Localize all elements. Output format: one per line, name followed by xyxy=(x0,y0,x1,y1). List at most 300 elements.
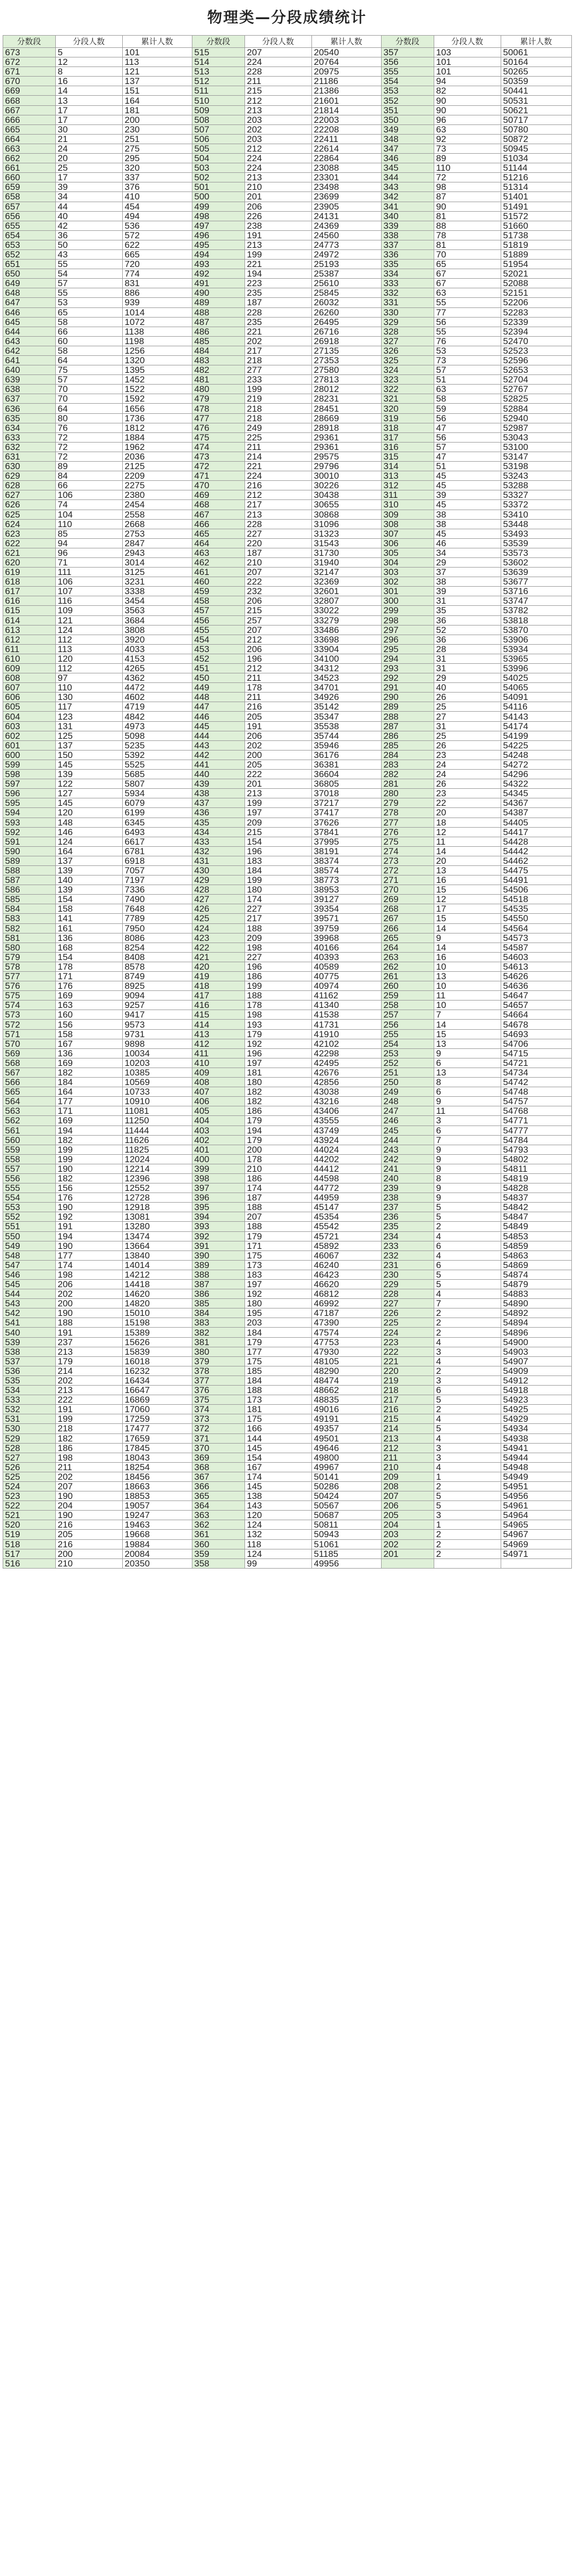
cumulative-count-cell: 53747 xyxy=(501,596,571,606)
cumulative-count-cell: 52206 xyxy=(501,298,571,307)
segment-count-cell: 98 xyxy=(434,182,501,192)
cumulative-count-cell: 54969 xyxy=(501,1539,571,1549)
cumulative-count-cell: 30655 xyxy=(311,500,381,510)
segment-count-cell: 4 xyxy=(434,1433,501,1443)
cumulative-count-cell: 54587 xyxy=(501,943,571,952)
segment-count-cell: 81 xyxy=(434,211,501,221)
segment-count-cell: 54 xyxy=(55,269,122,279)
score-range-cell: 258 xyxy=(381,1001,434,1010)
cumulative-count-cell: 52940 xyxy=(501,413,571,423)
segment-count-cell: 198 xyxy=(244,1010,311,1020)
segment-count-cell: 199 xyxy=(55,1154,122,1164)
table-row xyxy=(3,529,571,538)
segment-count-cell: 213 xyxy=(244,789,311,798)
cumulative-count-cell: 38773 xyxy=(311,876,381,885)
cumulative-count-cell: 26918 xyxy=(311,336,381,346)
segment-count-cell: 218 xyxy=(244,413,311,423)
segment-count-cell: 191 xyxy=(55,1328,122,1337)
score-range-cell: 639 xyxy=(3,375,55,385)
segment-count-cell: 213 xyxy=(55,1386,122,1395)
segment-count-cell: 228 xyxy=(244,67,311,77)
segment-count-cell: 13 xyxy=(434,1068,501,1077)
cumulative-count-cell: 7057 xyxy=(122,865,192,875)
cumulative-count-cell: 1138 xyxy=(122,327,192,336)
cumulative-count-cell: 831 xyxy=(122,279,192,288)
score-range-cell: 403 xyxy=(192,1126,244,1135)
cumulative-count-cell: 50811 xyxy=(311,1520,381,1530)
cumulative-count-cell: 25610 xyxy=(311,279,381,288)
score-range-cell: 372 xyxy=(192,1424,244,1433)
segment-count-cell: 8 xyxy=(55,67,122,77)
segment-count-cell: 212 xyxy=(244,144,311,153)
segment-count-cell: 221 xyxy=(244,260,311,269)
cumulative-count-cell: 39354 xyxy=(311,904,381,914)
cumulative-count-cell: 43555 xyxy=(311,1116,381,1126)
score-range-cell: 345 xyxy=(381,163,434,173)
score-range-cell: 413 xyxy=(192,1029,244,1039)
cumulative-count-cell: 22614 xyxy=(311,144,381,153)
cumulative-count-cell: 47187 xyxy=(311,1308,381,1318)
cumulative-count-cell: 1198 xyxy=(122,336,192,346)
cumulative-count-cell: 52470 xyxy=(501,336,571,346)
segment-count-cell: 217 xyxy=(244,500,311,510)
score-range-cell: 353 xyxy=(381,86,434,96)
score-range-cell: 631 xyxy=(3,452,55,461)
score-range-cell: 419 xyxy=(192,972,244,981)
score-range-cell: 268 xyxy=(381,904,434,914)
segment-count-cell: 40 xyxy=(55,211,122,221)
header-cumulative-count-2: 累计人数 xyxy=(311,36,381,48)
segment-count-cell: 191 xyxy=(55,1405,122,1414)
cumulative-count-cell: 376 xyxy=(122,182,192,192)
score-range-cell: 273 xyxy=(381,856,434,865)
page-title: 物理类—分段成绩统计 xyxy=(207,9,367,26)
score-range-cell: 645 xyxy=(3,317,55,327)
table-row xyxy=(3,885,571,895)
table-row xyxy=(3,1145,571,1154)
segment-count-cell: 212 xyxy=(244,664,311,673)
segment-count-cell: 154 xyxy=(55,895,122,904)
cumulative-count-cell: 16232 xyxy=(122,1366,192,1375)
segment-count-cell: 110 xyxy=(434,163,501,173)
cumulative-count-cell: 40589 xyxy=(311,962,381,971)
score-range-cell: 396 xyxy=(192,1193,244,1203)
cumulative-count-cell: 9573 xyxy=(122,1020,192,1029)
segment-count-cell: 182 xyxy=(55,1433,122,1443)
table-row xyxy=(3,327,571,336)
segment-count-cell: 224 xyxy=(244,163,311,173)
segment-count-cell: 200 xyxy=(55,1549,122,1558)
segment-count-cell: 56 xyxy=(434,413,501,423)
score-range-cell: 340 xyxy=(381,211,434,221)
score-range-cell: 364 xyxy=(192,1501,244,1511)
table-row xyxy=(3,1164,571,1173)
segment-count-cell: 56 xyxy=(434,317,501,327)
cumulative-count-cell: 7648 xyxy=(122,904,192,914)
score-range-cell: 285 xyxy=(381,740,434,750)
table-row xyxy=(3,144,571,153)
score-range-cell: 422 xyxy=(192,943,244,952)
segment-count-cell: 200 xyxy=(55,1299,122,1308)
cumulative-count-cell: 3231 xyxy=(122,577,192,587)
segment-count-cell: 176 xyxy=(55,981,122,991)
cumulative-count-cell: 52704 xyxy=(501,375,571,385)
segment-count-cell: 179 xyxy=(244,1135,311,1145)
cumulative-count-cell: 15839 xyxy=(122,1347,192,1356)
cumulative-count-cell: 54890 xyxy=(501,1299,571,1308)
cumulative-count-cell: 50424 xyxy=(311,1491,381,1501)
score-range-cell: 566 xyxy=(3,1078,55,1087)
segment-count-cell: 197 xyxy=(244,1058,311,1068)
cumulative-count-cell: 54965 xyxy=(501,1520,571,1530)
score-range-cell: 343 xyxy=(381,182,434,192)
segment-count-cell: 221 xyxy=(244,327,311,336)
score-range-cell: 437 xyxy=(192,798,244,808)
cumulative-count-cell: 2380 xyxy=(122,490,192,500)
cumulative-count-cell: 52987 xyxy=(501,423,571,432)
cumulative-count-cell: 53906 xyxy=(501,635,571,644)
score-range-cell: 386 xyxy=(192,1289,244,1299)
score-range-cell: 469 xyxy=(192,490,244,500)
cumulative-count-cell: 5098 xyxy=(122,731,192,740)
segment-count-cell: 112 xyxy=(55,664,122,673)
segment-count-cell: 211 xyxy=(244,693,311,702)
score-range-cell: 328 xyxy=(381,327,434,336)
segment-count-cell: 192 xyxy=(55,1212,122,1222)
table-row xyxy=(3,307,571,317)
score-range-cell: 290 xyxy=(381,693,434,702)
cumulative-count-cell: 11444 xyxy=(122,1126,192,1135)
table-row xyxy=(3,1289,571,1299)
segment-count-cell: 213 xyxy=(244,510,311,519)
cumulative-count-cell: 53677 xyxy=(501,577,571,587)
score-range-cell: 491 xyxy=(192,279,244,288)
score-range-cell: 638 xyxy=(3,385,55,394)
score-range-cell: 342 xyxy=(381,192,434,202)
cumulative-count-cell: 53539 xyxy=(501,538,571,548)
score-range-cell: 379 xyxy=(192,1356,244,1366)
cumulative-count-cell: 4033 xyxy=(122,644,192,654)
segment-count-cell: 206 xyxy=(244,731,311,740)
cumulative-count-cell: 24369 xyxy=(311,221,381,230)
segment-count-cell: 73 xyxy=(434,356,501,365)
segment-count-cell: 4 xyxy=(434,1251,501,1260)
table-row xyxy=(3,596,571,606)
segment-count-cell: 164 xyxy=(55,846,122,856)
segment-count-cell: 186 xyxy=(244,1173,311,1183)
cumulative-count-cell: 21386 xyxy=(311,86,381,96)
score-range-cell: 473 xyxy=(192,452,244,461)
cumulative-count-cell: 41162 xyxy=(311,991,381,1001)
table-row xyxy=(3,1395,571,1405)
score-range-cell: 626 xyxy=(3,500,55,510)
segment-count-cell: 130 xyxy=(55,693,122,702)
table-row xyxy=(3,1433,571,1443)
segment-count-cell: 138 xyxy=(244,1491,311,1501)
score-range-cell: 460 xyxy=(192,577,244,587)
segment-count-cell: 237 xyxy=(55,1337,122,1347)
table-row xyxy=(3,577,571,587)
cumulative-count-cell: 1014 xyxy=(122,307,192,317)
score-range-cell: 464 xyxy=(192,538,244,548)
score-range-cell: 427 xyxy=(192,895,244,904)
score-range-cell: 589 xyxy=(3,856,55,865)
table-row xyxy=(3,211,571,221)
table-row xyxy=(3,856,571,865)
segment-count-cell: 146 xyxy=(55,827,122,837)
cumulative-count-cell: 51401 xyxy=(501,192,571,202)
cumulative-count-cell: 181 xyxy=(122,105,192,115)
cumulative-count-cell: 32147 xyxy=(311,568,381,577)
score-range-cell: 235 xyxy=(381,1222,434,1231)
score-range-cell: 265 xyxy=(381,933,434,943)
score-range-cell: 441 xyxy=(192,760,244,769)
cumulative-count-cell: 16869 xyxy=(122,1395,192,1405)
cumulative-count-cell: 2753 xyxy=(122,529,192,538)
score-range-cell: 216 xyxy=(381,1405,434,1414)
cumulative-count-cell: 54715 xyxy=(501,1048,571,1058)
cumulative-count-cell: 46067 xyxy=(311,1251,381,1260)
cumulative-count-cell: 29575 xyxy=(311,452,381,461)
cumulative-count-cell: 52653 xyxy=(501,365,571,375)
segment-count-cell: 169 xyxy=(55,1116,122,1126)
score-range-cell: 414 xyxy=(192,1020,244,1029)
segment-count-cell: 6 xyxy=(434,1058,501,1068)
segment-count-cell: 201 xyxy=(244,192,311,202)
segment-count-cell: 198 xyxy=(244,943,311,952)
score-range-cell: 558 xyxy=(3,1154,55,1164)
table-row xyxy=(3,1328,571,1337)
table-row xyxy=(3,1549,571,1558)
cumulative-count-cell: 54428 xyxy=(501,837,571,846)
score-range-cell: 212 xyxy=(381,1443,434,1453)
score-range-cell: 234 xyxy=(381,1231,434,1241)
segment-count-cell: 42 xyxy=(55,221,122,230)
table-row xyxy=(3,606,571,615)
cumulative-count-cell: 18853 xyxy=(122,1491,192,1501)
segment-count-cell: 124 xyxy=(55,625,122,635)
cumulative-count-cell: 51660 xyxy=(501,221,571,230)
segment-count-cell: 190 xyxy=(55,1164,122,1173)
score-range-cell: 224 xyxy=(381,1328,434,1337)
table-row xyxy=(3,336,571,346)
cumulative-count-cell: 42495 xyxy=(311,1058,381,1068)
table-row xyxy=(3,269,571,279)
table-row xyxy=(3,798,571,808)
cumulative-count-cell: 21186 xyxy=(311,77,381,86)
segment-count-cell: 200 xyxy=(244,750,311,760)
score-range-cell: 208 xyxy=(381,1481,434,1491)
segment-count-cell: 89 xyxy=(434,154,501,163)
score-range-cell: 249 xyxy=(381,1087,434,1097)
segment-count-cell: 216 xyxy=(244,481,311,490)
cumulative-count-cell: 16647 xyxy=(122,1386,192,1395)
score-range-cell: 346 xyxy=(381,154,434,163)
segment-count-cell: 218 xyxy=(244,356,311,365)
segment-count-cell: 64 xyxy=(55,404,122,413)
table-row xyxy=(3,182,571,192)
cumulative-count-cell: 54757 xyxy=(501,1097,571,1106)
cumulative-count-cell: 27813 xyxy=(311,375,381,385)
score-range-cell: 547 xyxy=(3,1260,55,1270)
score-range-cell: 609 xyxy=(3,664,55,673)
table-row xyxy=(3,173,571,182)
segment-count-cell: 168 xyxy=(55,943,122,952)
cumulative-count-cell: 39127 xyxy=(311,895,381,904)
cumulative-count-cell: 37626 xyxy=(311,818,381,827)
segment-count-cell: 171 xyxy=(55,1106,122,1116)
score-range-cell: 588 xyxy=(3,865,55,875)
segment-count-cell: 188 xyxy=(244,1386,311,1395)
score-range-cell: 421 xyxy=(192,952,244,962)
score-range-cell: 436 xyxy=(192,808,244,818)
score-range-cell: 538 xyxy=(3,1347,55,1356)
cumulative-count-cell: 32601 xyxy=(311,587,381,596)
segment-count-cell: 120 xyxy=(55,654,122,663)
cumulative-count-cell: 52339 xyxy=(501,317,571,327)
cumulative-count-cell xyxy=(501,1558,571,1568)
score-range-cell: 283 xyxy=(381,760,434,769)
cumulative-count-cell: 37417 xyxy=(311,808,381,818)
cumulative-count-cell: 20084 xyxy=(122,1549,192,1558)
cumulative-count-cell: 43406 xyxy=(311,1106,381,1116)
segment-count-cell: 67 xyxy=(434,279,501,288)
segment-count-cell: 221 xyxy=(244,462,311,471)
score-range-cell: 465 xyxy=(192,529,244,538)
segment-count-cell: 213 xyxy=(55,1347,122,1356)
table-row xyxy=(3,1375,571,1385)
segment-count-cell: 2 xyxy=(434,1405,501,1414)
table-row xyxy=(3,557,571,567)
score-range-cell: 617 xyxy=(3,587,55,596)
cumulative-count-cell: 54938 xyxy=(501,1433,571,1443)
score-range-cell: 241 xyxy=(381,1164,434,1173)
score-range-cell: 443 xyxy=(192,740,244,750)
cumulative-count-cell: 54967 xyxy=(501,1530,571,1539)
header-cumulative-count-1: 累计人数 xyxy=(122,36,192,48)
header-cumulative-count-3: 累计人数 xyxy=(501,36,571,48)
score-range-cell: 663 xyxy=(3,144,55,153)
score-range-cell: 625 xyxy=(3,510,55,519)
cumulative-count-cell: 50164 xyxy=(501,57,571,67)
score-range-cell: 523 xyxy=(3,1491,55,1501)
score-range-cell: 307 xyxy=(381,529,434,538)
segment-count-cell: 136 xyxy=(55,1048,122,1058)
cumulative-count-cell: 1962 xyxy=(122,442,192,452)
score-range-cell: 259 xyxy=(381,991,434,1001)
score-range-cell: 291 xyxy=(381,683,434,693)
table-row xyxy=(3,260,571,269)
cumulative-count-cell: 53639 xyxy=(501,568,571,577)
score-range-cell: 398 xyxy=(192,1173,244,1183)
cumulative-count-cell: 50567 xyxy=(311,1501,381,1511)
table-row xyxy=(3,702,571,712)
segment-count-cell: 214 xyxy=(244,452,311,461)
segment-count-cell: 227 xyxy=(244,952,311,962)
score-range-cell: 452 xyxy=(192,654,244,663)
score-range-cell: 438 xyxy=(192,789,244,798)
cumulative-count-cell: 53965 xyxy=(501,654,571,663)
score-range-cell: 363 xyxy=(192,1511,244,1520)
segment-count-cell: 72 xyxy=(55,452,122,461)
segment-count-cell: 217 xyxy=(244,346,311,355)
segment-count-cell: 2 xyxy=(434,1549,501,1558)
cumulative-count-cell: 41731 xyxy=(311,1020,381,1029)
segment-count-cell: 110 xyxy=(55,683,122,693)
cumulative-count-cell: 53573 xyxy=(501,548,571,557)
score-range-cell: 470 xyxy=(192,481,244,490)
cumulative-count-cell: 53100 xyxy=(501,442,571,452)
score-range-cell: 221 xyxy=(381,1356,434,1366)
segment-count-cell: 199 xyxy=(244,798,311,808)
segment-count-cell: 205 xyxy=(244,712,311,721)
table-row xyxy=(3,1501,571,1511)
score-range-cell: 611 xyxy=(3,644,55,654)
cumulative-count-cell: 54706 xyxy=(501,1039,571,1048)
cumulative-count-cell: 101 xyxy=(122,48,192,57)
segment-count-cell: 166 xyxy=(244,1424,311,1433)
segment-count-cell: 199 xyxy=(55,1145,122,1154)
segment-count-cell: 2 xyxy=(434,1308,501,1318)
cumulative-count-cell: 54948 xyxy=(501,1462,571,1472)
cumulative-count-cell: 53147 xyxy=(501,452,571,461)
segment-count-cell: 6 xyxy=(434,1241,501,1251)
segment-count-cell: 29 xyxy=(434,557,501,567)
segment-count-cell xyxy=(434,1558,501,1568)
score-range-cell: 444 xyxy=(192,731,244,740)
score-range-cell: 582 xyxy=(3,923,55,933)
cumulative-count-cell: 39968 xyxy=(311,933,381,943)
segment-count-cell: 82 xyxy=(434,86,501,96)
cumulative-count-cell: 28669 xyxy=(311,413,381,423)
score-range-cell: 252 xyxy=(381,1058,434,1068)
segment-count-cell: 140 xyxy=(55,876,122,885)
score-range-cell: 412 xyxy=(192,1039,244,1048)
score-range-cell: 508 xyxy=(192,115,244,124)
segment-count-cell: 180 xyxy=(244,1299,311,1308)
segment-count-cell: 184 xyxy=(244,1375,311,1385)
score-range-cell: 257 xyxy=(381,1010,434,1020)
score-range-cell: 222 xyxy=(381,1347,434,1356)
segment-count-cell: 25 xyxy=(434,731,501,740)
score-range-cell: 537 xyxy=(3,1356,55,1366)
cumulative-count-cell: 12024 xyxy=(122,1154,192,1164)
cumulative-count-cell: 13664 xyxy=(122,1241,192,1251)
segment-count-cell: 26 xyxy=(434,779,501,789)
segment-count-cell: 10 xyxy=(434,981,501,991)
segment-count-cell: 57 xyxy=(55,375,122,385)
segment-count-cell: 215 xyxy=(244,827,311,837)
segment-count-cell: 28 xyxy=(434,644,501,654)
segment-count-cell: 7 xyxy=(434,1299,501,1308)
segment-count-cell: 202 xyxy=(55,1472,122,1481)
score-range-cell: 215 xyxy=(381,1414,434,1424)
cumulative-count-cell: 1592 xyxy=(122,394,192,404)
segment-count-cell: 179 xyxy=(244,1116,311,1126)
cumulative-count-cell: 54925 xyxy=(501,1405,571,1414)
score-range-cell: 522 xyxy=(3,1501,55,1511)
cumulative-count-cell: 54892 xyxy=(501,1308,571,1318)
segment-count-cell: 53 xyxy=(55,298,122,307)
cumulative-count-cell: 54771 xyxy=(501,1116,571,1126)
score-range-cell: 408 xyxy=(192,1078,244,1087)
score-range-cell: 660 xyxy=(3,173,55,182)
segment-count-cell: 15 xyxy=(434,914,501,923)
segment-count-cell: 31 xyxy=(434,721,501,731)
segment-count-cell: 196 xyxy=(244,962,311,971)
segment-count-cell: 12 xyxy=(55,57,122,67)
segment-count-cell: 72 xyxy=(55,442,122,452)
